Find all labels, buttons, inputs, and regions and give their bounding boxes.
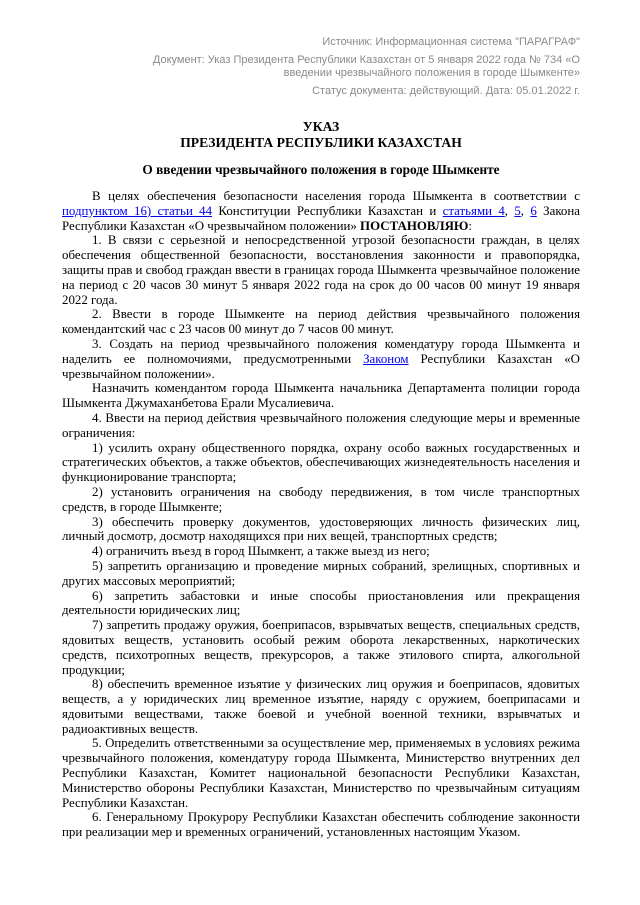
doc-paragraph-item-4 — [62, 411, 580, 441]
doc-link[interactable]: Законом — [363, 351, 409, 366]
doc-link[interactable]: статьями 4 — [442, 203, 505, 218]
text-run: 2. Ввести в городе Шымкенте на период действия чрезвычайного положения комендантский час с 23 часов 00 минут до 7 часов 00 минут. — [62, 307, 580, 337]
bold-run: ПОСТАНОВЛЯЮ — [360, 218, 469, 233]
doc-paragraph-item-2 — [62, 307, 580, 337]
doc-paragraph-sub-2 — [62, 485, 580, 515]
text-run: 6. Генеральному Прокурору Республики Казахстан обеспечить соблюдение законности при реализации мер и временных ограничений, установленных настоящим Указом. — [62, 810, 580, 840]
text-run: Назначить комендантом города Шымкента начальника Департамента полиции города Шымкента Джумаханбетова Ерали Мусалиевича. — [62, 381, 580, 411]
doc-paragraph-sub-6 — [62, 589, 580, 619]
decree-title-line2: ПРЕЗИДЕНТА РЕСПУБЛИКИ КАЗАХСТАН — [180, 135, 462, 150]
doc-paragraph-sub-7 — [62, 618, 580, 677]
decree-title-line1: УКАЗ — [302, 119, 340, 134]
text-run: , — [504, 203, 515, 218]
doc-paragraph-appoint — [62, 381, 580, 411]
doc-paragraph-sub-1 — [62, 441, 580, 485]
doc-paragraph-item-1 — [62, 233, 580, 307]
text-run: 8) обеспечить временное изъятие у физических лиц оружия и боеприпасов, ядовитых веществ, а у юридических лиц временное изъятие, наряду с оружием, боеприпасами и ядовитыми веществами, также боевой и учебной военной техники, взрывчатых и радиоактивных веществ. — [62, 677, 580, 736]
text-run: Закона Республики Казахстан «О чрезвычайном положении» — [62, 203, 580, 233]
doc-paragraph-intro — [62, 189, 580, 233]
text-run: , — [520, 203, 531, 218]
doc-paragraph-sub-5 — [62, 559, 580, 589]
text-run: : — [468, 218, 473, 233]
text-run: 3. Создать на период чрезвычайного положения комендатуру города Шымкента и наделить ее полномочиями, предусмотренными — [62, 336, 580, 366]
doc-paragraph-item-3 — [62, 337, 580, 381]
text-run: 5) запретить организацию и проведение мирных собраний, зрелищных, спортивных и других массовых мероприятий; — [62, 558, 580, 588]
doc-paragraph-item-5 — [62, 736, 580, 810]
source-line: Источник: Информационная система "ПАРАГРАФ" — [322, 36, 580, 48]
doc-link[interactable]: 5 — [514, 203, 521, 218]
doc-paragraph-sub-3 — [62, 515, 580, 545]
document-meta-header — [62, 36, 580, 98]
decree-title — [62, 119, 580, 151]
doc-link[interactable]: подпунктом 16) статьи 44 — [62, 203, 213, 218]
status-line: Статус документа: действующий. Дата: 05.01.2022 г. — [312, 84, 580, 97]
text-run: 4. Ввести на период действия чрезвычайного положения следующие меры и временные ограничения: — [62, 410, 580, 440]
text-run: В целях обеспечения безопасности населения города Шымкента в соответствии с — [92, 189, 580, 203]
doc-link[interactable]: 6 — [530, 203, 537, 218]
text-run: 3) обеспечить проверку документов, удостоверяющих личность физических лиц, личный досмотр, досмотр находящихся при них вещей, транспортных средств; — [62, 514, 580, 544]
text-run: 1) усилить охрану общественного порядка, охрану особо важных государственных и стратегических объектов, а также объектов, обеспечивающих жизнедеятельность населения и функционирование транспорта; — [62, 440, 580, 485]
text-run: 2) установить ограничения на свободу передвижения, в том числе транспортных средств, в городе Шымкенте; — [62, 484, 580, 514]
text-run: 5. Определить ответственными за осуществление мер, применяемых в условиях режима чрезвычайного положения, комендатуру города Шымкента, Министерство внутренних дел Республики Казахстан, Комитет национальной безопасности Республики Казахстан, Министерство обороны Республики Казахстан, Министерство по чрезвычайным ситуациям Республики Казахстан. — [62, 736, 580, 810]
doc-paragraph-sub-4 — [62, 544, 580, 559]
text-run: Республики Казахстан «О чрезвычайном положении». — [62, 351, 580, 381]
doc-paragraph-item-6 — [62, 810, 580, 840]
text-run: 4) ограничить въезд в город Шымкент, а также выезд из него; — [92, 544, 430, 559]
text-run: 6) запретить забастовки и иные способы приостановления или прекращения деятельности юридических лиц; — [62, 588, 580, 618]
decree-body — [62, 189, 580, 840]
document-line: Документ: Указ Президента Республики Казахстан от 5 января 2022 года № 734 «О введении чрезвычайного положения в городе Шымкенте» — [152, 53, 580, 79]
text-run: Конституции Республики Казахстан и — [212, 203, 443, 218]
text-run: 1. В связи с серьезной и непосредственной угрозой безопасности граждан, в целях обеспечения общественной безопасности, восстановления законности и правопорядка, защиты прав и свобод граждан ввести в границах города Шымкента чрезвычайное положение на период с 20 часов 30 минут 5 января 2022 года на срок до 00 часов 00 минут 19 января 2022 года. — [62, 233, 580, 307]
text-run: 7) запретить продажу оружия, боеприпасов, взрывчатых веществ, специальных средств, ядовитых веществ, установить особый режим оборота лекарственных, наркотических средств, психотропных веществ, прекурсоров, а также этилового спирта, алкогольной продукции; — [62, 618, 580, 677]
decree-subtitle: О введении чрезвычайного положения в городе Шымкенте — [142, 162, 500, 177]
doc-paragraph-sub-8 — [62, 677, 580, 736]
